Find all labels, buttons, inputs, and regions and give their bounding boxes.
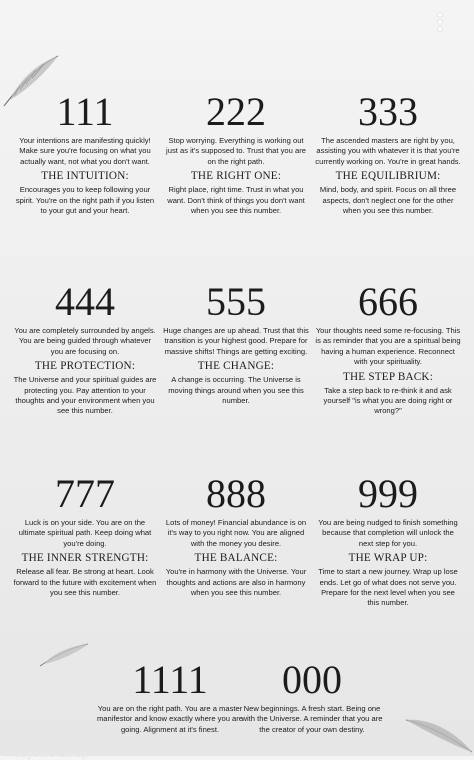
heading-description: The Universe and your spiritual guides are protecting you. Pay attention to your thoughts and your environment when you see this number. <box>13 375 157 416</box>
number-description: Lots of money! Financial abundance is on it's way to you right now. You are aligned with the money you desire. <box>165 518 307 548</box>
number-description: You are on the right path. You are a master manifestor and know exactly where you are going. Alignment at it's finest. <box>96 704 244 734</box>
angel-number: 777 <box>55 471 115 516</box>
more-options-icon[interactable] <box>438 10 444 34</box>
heading-description: You're in harmony with the Universe. Your thoughts and actions are also in harmony when you see this number. <box>165 567 307 598</box>
angel-number-777 <box>12 471 158 598</box>
angel-number-555 <box>163 279 309 406</box>
section-heading: THE INTUITION: <box>41 170 129 183</box>
heading-description: Time to start a new journey. Wrap up lose ends. Let go of what does not serve you. Prepare for the next level when you see this number. <box>318 567 458 608</box>
section-heading: THE EQUILIBRIUM: <box>335 170 441 183</box>
number-description: Stop worrying. Everything is working out just as it's supposed to. Trust that you are on the right path. <box>166 136 306 166</box>
angel-number: 999 <box>358 471 418 516</box>
number-description: Your thoughts need some re-focusing. This is as reminder that you are a spiritual being having a human experience. Reconnect with your spirituality. <box>315 326 461 367</box>
angel-number-888 <box>163 471 309 598</box>
number-description: Huge changes are up ahead. Trust that this transition is your highest good. Prepare for massive shifts! Things are getting exciting. <box>163 326 309 356</box>
angel-number: 111 <box>56 89 114 134</box>
angel-number-111 <box>12 89 158 216</box>
angel-number-1111 <box>95 657 245 735</box>
angel-number-222 <box>163 89 309 216</box>
angel-number: 333 <box>358 89 418 134</box>
feather-icon <box>38 640 90 670</box>
watermark-text: Adeyemo Bolaji <box>6 748 89 760</box>
section-heading: THE WRAP UP: <box>348 552 428 565</box>
angel-number-333 <box>315 89 461 216</box>
angel-number: 555 <box>206 279 266 324</box>
angel-number: 666 <box>358 279 418 324</box>
number-description: New beginnings. A fresh start. Being one with the Universe. A reminder that you are the creator of your own destiny. <box>241 704 383 734</box>
angel-number-444 <box>12 279 158 417</box>
section-heading: THE BALANCE: <box>194 552 278 565</box>
number-description: Luck is on your side. You are on the ultimate spiritual path. Keep doing what you're doing. <box>18 518 152 548</box>
section-heading: THE PROTECTION: <box>34 360 136 373</box>
number-description: You are being nudged to finish something because that completion will unlock the next step for you. <box>318 518 458 548</box>
heading-description: A change is occurring. The Universe is moving things around when you see this number. <box>168 375 304 406</box>
angel-number: 000 <box>282 657 342 702</box>
section-heading: THE RIGHT ONE: <box>190 170 282 183</box>
heading-description: Take a step back to re-think it and ask yourself "is what you are doing right or wrong?" <box>323 385 453 416</box>
number-description: You are completely surrounded by angels. You are being guided through whatever you are focusing on. <box>14 326 156 356</box>
number-description: The ascended masters are right by you, assisting you with whatever it is that you're currently working on. You're in great hands. <box>315 136 461 166</box>
angel-number-000 <box>237 657 387 735</box>
heading-description: Right place, right time. Trust in what you want. Don't think of things you don't want when you see this number. <box>167 185 305 216</box>
section-heading: THE STEP BACK: <box>342 370 434 383</box>
number-description: Your intentions are manifesting quickly! Make sure you're focusing on what you actually want, not what you don't want. <box>19 136 151 166</box>
angel-number: 888 <box>206 471 266 516</box>
section-heading: THE CHANGE: <box>197 360 275 373</box>
angel-number: 222 <box>206 89 266 134</box>
angel-number: 444 <box>55 279 115 324</box>
heading-description: Encourages you to keep following your spirit. You're on the right path if you listen to your gut and your heart. <box>15 185 155 216</box>
angel-number-666 <box>315 279 461 417</box>
heading-description: Release all fear. Be strong at heart. Look forward to the future with excitement when you see this number. <box>13 567 157 598</box>
feather-icon <box>398 700 474 756</box>
section-heading: THE INNER STRENGTH: <box>21 552 149 565</box>
angel-number-999 <box>315 471 461 609</box>
heading-description: Mind, body, and spirit. Focus on all three aspects, don't neglect one for the other when you see this number. <box>319 185 457 216</box>
angel-number: 1111 <box>132 657 208 702</box>
